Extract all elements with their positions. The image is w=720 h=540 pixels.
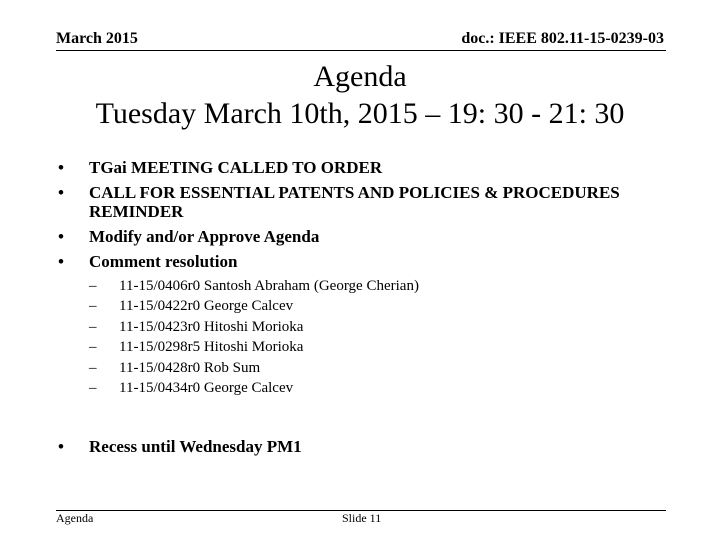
comment-item-text: 11-15/0422r0 George Calcev [119,298,294,315]
comment-item-text: 11-15/0428r0 Rob Sum [119,359,261,376]
header-doc-id: doc.: IEEE 802.11-15-0239-03 [461,30,664,47]
dash-marker: – [89,278,97,294]
comment-resolution-list [89,276,648,398]
title-line-1: Agenda [313,60,407,93]
comment-item [89,317,648,337]
bullet-marker: • [58,227,64,246]
agenda-item-called-to-order [58,158,648,177]
bullet-marker: • [58,158,64,177]
comment-item [89,337,648,357]
comment-item [89,276,648,296]
footer-label: Agenda [56,511,94,525]
dash-marker: – [89,380,97,397]
comment-item-text: 11-15/0298r5 Hitoshi Morioka [119,339,304,356]
bullet-marker: • [58,252,64,271]
comment-item [89,296,648,316]
agenda-item-comment-resolution [58,252,648,398]
comment-item-text: 11-15/0406r0 Santosh Abraham (George Cherian) [119,278,419,294]
agenda-item-text: Modify and/or Approve Agenda [89,227,320,246]
comment-item [89,358,648,378]
agenda-item-patents-reminder [58,183,648,221]
slide-title [0,58,720,132]
comment-item-text: 11-15/0434r0 George Calcev [119,380,294,397]
dash-marker: – [89,339,97,356]
agenda-item-approve-agenda [58,227,648,246]
agenda-item-text: CALL FOR ESSENTIAL PATENTS AND POLICIES & PROCEDURES REMINDER [89,183,620,221]
slide-number: Slide 11 [342,511,382,525]
header-divider [56,50,666,51]
bullet-marker: • [58,437,64,456]
agenda-bullet-list [58,158,648,404]
bullet-marker: • [58,183,64,202]
header-date: March 2015 [56,30,138,47]
agenda-item-recess [58,437,302,456]
comment-item-text: 11-15/0423r0 Hitoshi Morioka [119,318,304,335]
agenda-item-text: Recess until Wednesday PM1 [89,437,302,456]
dash-marker: – [89,298,97,315]
dash-marker: – [89,359,97,376]
comment-item [89,378,648,398]
agenda-item-text: TGai MEETING CALLED TO ORDER [89,158,383,177]
agenda-item-text: Comment resolution [89,252,238,271]
title-line-2: Tuesday March 10th, 2015 – 19: 30 - 21: 30 [95,97,625,130]
dash-marker: – [89,318,97,335]
